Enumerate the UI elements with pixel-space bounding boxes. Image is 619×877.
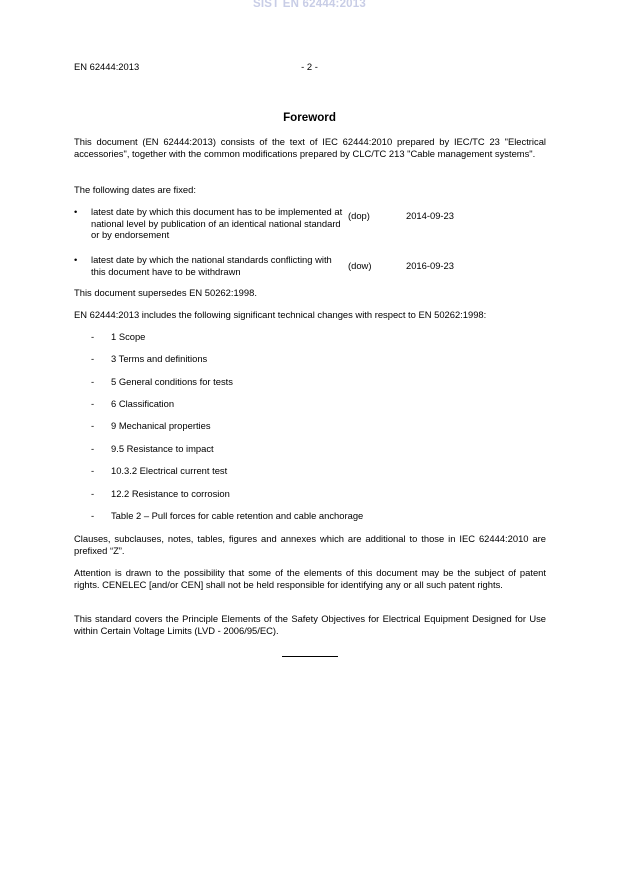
- lvd-note: This standard covers the Principle Elements of the Safety Objectives for Electrical Equipment Designed for Use within Certain Voltage Limits (LVD - 2006/95/EC).: [74, 613, 546, 636]
- dates-intro: The following dates are fixed:: [74, 184, 196, 195]
- date-item-date: 2016-09-23: [406, 260, 454, 271]
- changes-intro: EN 62444:2013 includes the following significant technical changes with respect to EN 50262:1998:: [74, 309, 487, 320]
- dash-icon: -: [91, 398, 95, 409]
- date-item-text: latest date by which the national standards conflicting with this document have to be withdrawn: [91, 254, 332, 277]
- dash-icon: -: [91, 420, 95, 431]
- watermark: SIST EN 62444:2013: [253, 0, 366, 10]
- bullet-icon: •: [74, 254, 78, 265]
- dash-icon: -: [91, 443, 95, 454]
- patent-note: Attention is drawn to the possibility that some of the elements of this document may be the subject of patent rights. CENELEC [and/or CEN] shall not be held responsible for identifying any or all such patent rights.: [74, 567, 546, 590]
- header-doc-id: EN 62444:2013: [74, 61, 140, 72]
- dash-icon: -: [91, 510, 95, 521]
- date-item-date: 2014-09-23: [406, 210, 454, 221]
- header-page-number: - 2 -: [301, 61, 318, 72]
- dash-icon: -: [91, 353, 95, 364]
- dash-icon: -: [91, 465, 95, 476]
- date-item-code: (dow): [348, 260, 372, 271]
- clauses-note: Clauses, subclauses, notes, tables, figures and annexes which are additional to those in IEC 62444:2010 are prefixed “Z”.: [74, 533, 546, 556]
- date-item-text: latest date by which this document has to be implemented at national level by publication of an identical national standard or by endorsement: [91, 206, 343, 241]
- date-item-code: (dop): [348, 210, 370, 221]
- bullet-icon: •: [74, 206, 78, 217]
- dash-icon: -: [91, 331, 95, 342]
- dash-icon: -: [91, 376, 95, 387]
- end-rule: [282, 656, 338, 657]
- supersedes-paragraph: This document supersedes EN 50262:1998.: [74, 287, 257, 298]
- intro-paragraph: This document (EN 62444:2013) consists of the text of IEC 62444:2010 prepared by IEC/TC 23 "Electrical accessories", together with the common modifications prepared by CLC/TC 213 "Cable management systems".: [74, 136, 546, 159]
- page-title: Foreword: [283, 111, 336, 124]
- dash-icon: -: [91, 488, 95, 499]
